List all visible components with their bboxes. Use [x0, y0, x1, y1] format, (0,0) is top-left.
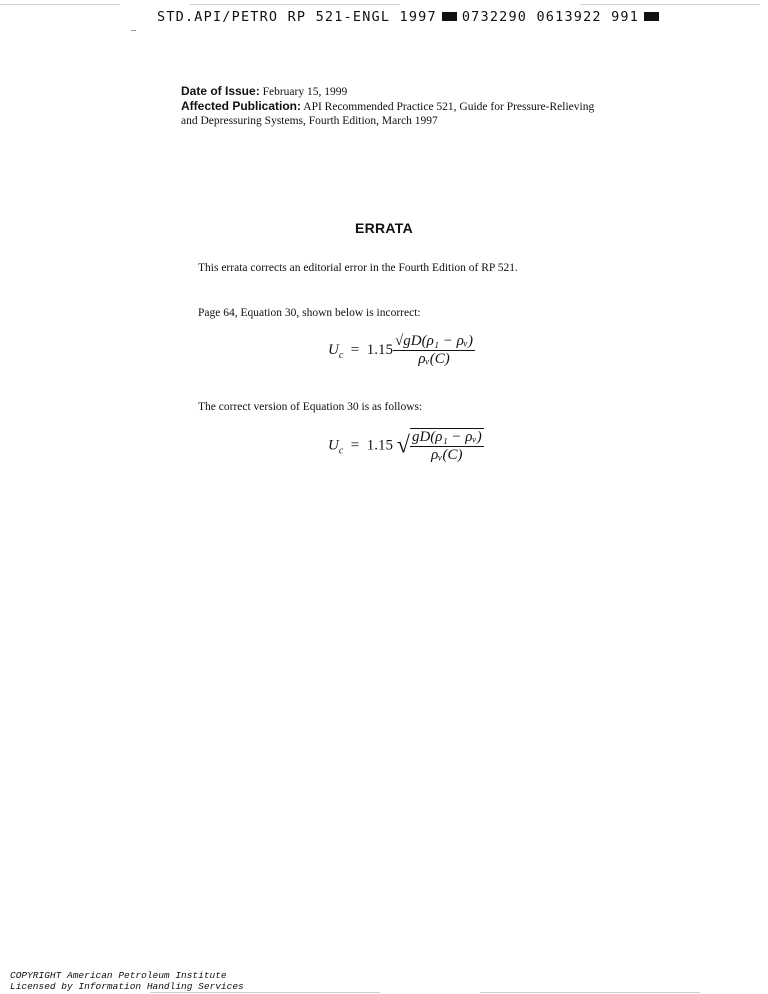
radical-sign: √ — [396, 432, 410, 459]
eq-fraction — [410, 428, 484, 464]
correct-note: The correct version of Equation 30 is as follows: — [198, 401, 423, 413]
publication-label: Affected Publication: — [181, 99, 302, 113]
footer-line2: Licensed by Information Handling Services — [10, 981, 244, 992]
black-block-mark — [442, 12, 457, 21]
eq-denominator: ρᵥ(C) — [393, 350, 475, 368]
eq-coefficient: 1.15 — [366, 437, 394, 454]
date-of-issue-line — [181, 84, 641, 99]
eq-equals: = — [350, 437, 360, 454]
copyright-footer — [10, 970, 244, 992]
eq-equals: = — [350, 341, 360, 358]
black-block-mark — [644, 12, 659, 21]
eq-numerator: gD(ρ₁ − ρᵥ) — [411, 429, 482, 445]
document-control-code — [157, 9, 664, 25]
margin-mark — [131, 30, 136, 31]
publication-value-line2: and Depressuring Systems, Fourth Edition, March 1997 — [181, 115, 438, 127]
scan-line-bottom — [480, 992, 700, 993]
equation-correct — [328, 428, 484, 464]
control-code-part2: 0732290 0613922 991 — [461, 9, 640, 25]
scan-line-top — [190, 4, 400, 5]
date-value: February 15, 1999 — [262, 86, 348, 98]
affected-publication-line — [181, 99, 641, 114]
footer-line1: COPYRIGHT American Petroleum Institute — [10, 970, 227, 981]
eq-numerator: √gD(ρ₁ − ρᵥ) — [395, 333, 474, 349]
scan-line-top — [0, 4, 120, 5]
publication-value-line1: API Recommended Practice 521, Guide for Pressure-Relieving — [303, 101, 595, 113]
eq-fraction — [393, 333, 475, 368]
scan-line-top — [580, 4, 760, 5]
intro-paragraph: This errata corrects an editorial error in the Fourth Edition of RP 521. — [198, 262, 518, 274]
eq-lhs-sub: c — [338, 349, 344, 361]
eq-lhs-sub: c — [338, 445, 344, 457]
scan-line-bottom — [150, 992, 380, 993]
eq-coefficient: 1.15 — [366, 341, 394, 358]
equation-incorrect — [328, 333, 475, 368]
eq-lhs: U — [328, 437, 339, 454]
date-label: Date of Issue: — [181, 84, 260, 98]
issue-info — [181, 84, 641, 128]
control-code-part1: STD.API/PETRO RP 521-ENGL 1997 — [157, 9, 437, 25]
incorrect-note: Page 64, Equation 30, shown below is incorrect: — [198, 307, 421, 319]
page-title: ERRATA — [354, 220, 414, 236]
eq-lhs: U — [328, 341, 339, 358]
eq-denominator: ρᵥ(C) — [410, 446, 484, 464]
